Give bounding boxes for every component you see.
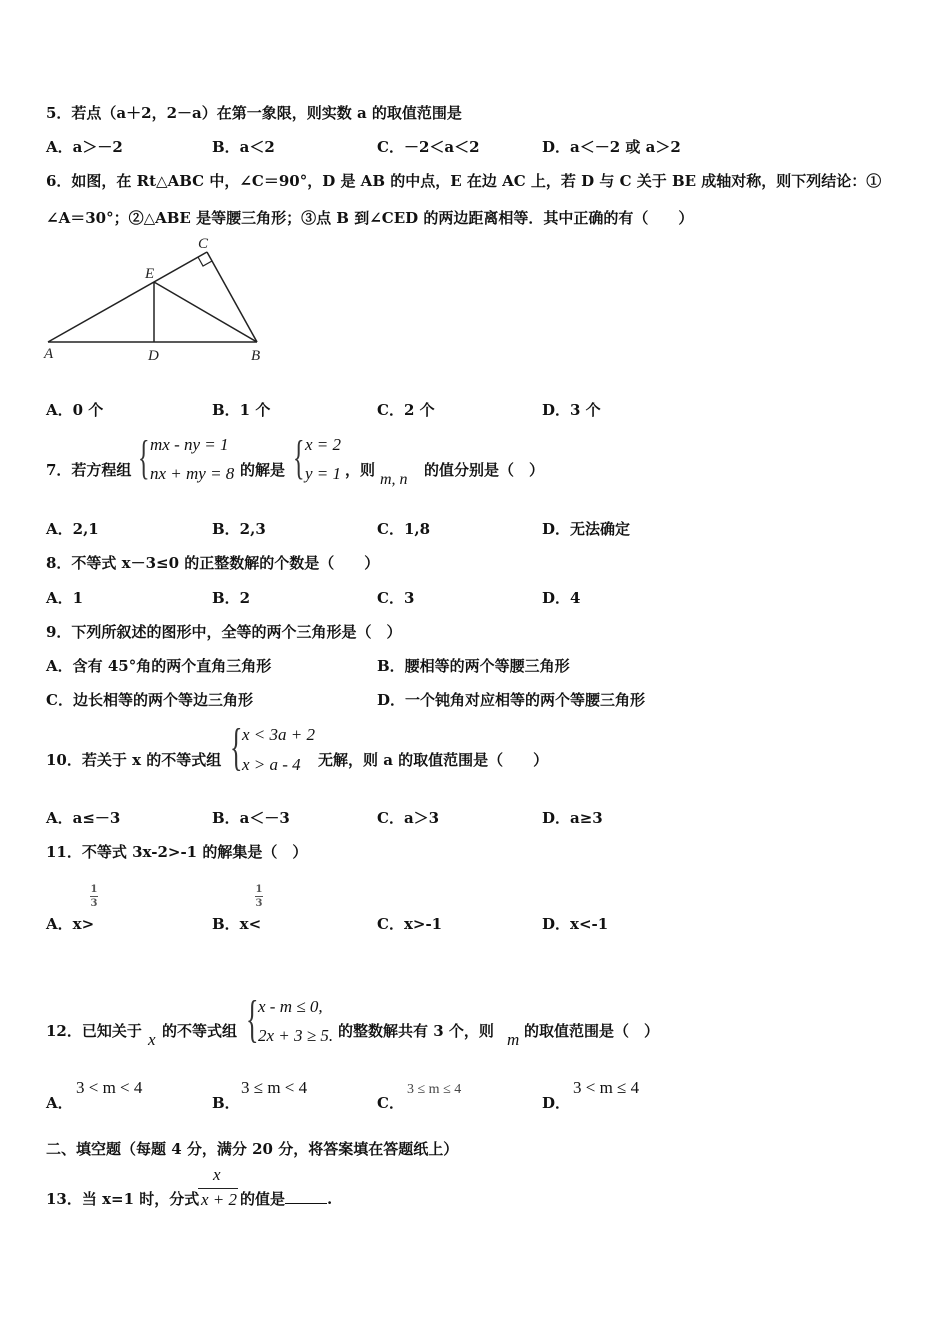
q7-prefix: 7．若方程组 (46, 461, 132, 479)
q8-stem: 8．不等式 x－3≤0 的正整数解的个数是（ ） (46, 554, 380, 572)
label-d: D (148, 348, 159, 364)
q5-stem: 5．若点（a＋2，2－a）在第一象限，则实数 a 的取值范围是 (46, 104, 462, 122)
q12-suffix: 的取值范围是（ ） (524, 1022, 660, 1040)
section-2-heading: 二、填空题（每题 4 分，满分 20 分，将答案填在答题纸上） (46, 1140, 459, 1158)
q7-brace-1: { (138, 431, 150, 484)
q13-suffix: 的值是 (240, 1190, 286, 1208)
q10-system-eq1: x < 3a + 2 (242, 725, 315, 744)
segment-cb (207, 252, 257, 342)
q12-option-a-math: 3 < m < 4 (76, 1078, 143, 1097)
q11-option-b-frac-num: 1 (255, 884, 263, 895)
q11-option-b: B．x< (212, 915, 262, 933)
q5-option-b: B．a＜2 (212, 138, 275, 156)
q5-option-a: A．a＞－2 (46, 138, 123, 156)
q12-system-eq2: 2x + 3 ≥ 5. (258, 1026, 334, 1045)
q11-option-c: C．x>-1 (377, 915, 443, 933)
q12-option-d-math: 3 < m ≤ 4 (573, 1078, 640, 1097)
q12-option-c-letter: C． (377, 1094, 404, 1112)
q11-option-d: D．x<-1 (542, 915, 609, 933)
q13-prefix: 13．当 x=1 时，分式 (46, 1190, 200, 1208)
q9-stem: 9．下列所叙述的图形中，全等的两个三角形是（ ） (46, 623, 402, 641)
q11-option-a-frac-den: 3 (90, 898, 98, 909)
q6-option-c: C．2 个 (377, 401, 435, 419)
q9-option-d: D．一个钝角对应相等的两个等腰三角形 (377, 691, 646, 709)
q10-option-c: C．a＞3 (377, 809, 440, 827)
q11-stem: 11．不等式 3x-2>-1 的解集是（ ） (46, 843, 308, 861)
q7-system1-eq2: nx + my = 8 (150, 464, 235, 483)
q10-option-d: D．a≥3 (542, 809, 603, 827)
q8-option-d: D．4 (542, 589, 581, 607)
q7-middle: 的解是 (240, 461, 286, 479)
q11-option-a-frac-bar (90, 896, 98, 897)
q11-option-b-frac-den: 3 (255, 898, 263, 909)
q7-system1-eq1: mx - ny = 1 (150, 435, 229, 454)
q7-option-c: C．1,8 (377, 520, 431, 538)
q8-option-b: B．2 (212, 589, 251, 607)
q12-prefix: 12．已知关于 (46, 1022, 142, 1040)
label-b: B (251, 348, 261, 364)
segment-ac (48, 252, 207, 342)
q13-answer-blank[interactable] (285, 1189, 327, 1204)
q10-system-eq2: x > a - 4 (242, 755, 301, 774)
label-e: E (145, 266, 155, 282)
q7-system2-eq1: x = 2 (305, 435, 342, 454)
q12-option-a-letter: A． (46, 1094, 73, 1112)
q6-option-a: A．0 个 (46, 401, 104, 419)
q8-option-c: C．3 (377, 589, 415, 607)
q13-suffix-line (240, 1189, 332, 1209)
q12-option-d-letter: D． (542, 1094, 571, 1112)
q13-frac-num: x (213, 1165, 221, 1184)
q7-option-b: B．2,3 (212, 520, 266, 538)
q13-period: . (327, 1190, 333, 1208)
q10-option-b: B．a＜－3 (212, 809, 290, 827)
q10-suffix: 无解，则 a 的取值范围是（ ） (318, 751, 549, 769)
q13-frac-den: x + 2 (201, 1190, 238, 1209)
q10-prefix: 10．若关于 x 的不等式组 (46, 751, 222, 769)
q7-brace-2: { (293, 431, 305, 484)
segment-eb (154, 282, 257, 342)
q6-triangle-figure (40, 232, 275, 367)
q12-var-x: x (148, 1030, 156, 1049)
q7-option-d: D．无法确定 (542, 520, 631, 538)
q8-option-a: A．1 (46, 589, 84, 607)
q12-option-b-letter: B． (212, 1094, 240, 1112)
q11-option-b-frac-bar (255, 896, 263, 897)
q6-stem-line1: 6．如图，在 Rt△ABC 中，∠C＝90°，D 是 AB 的中点，E 在边 AC 上，若 D 与 C 关于 BE 成轴对称，则下列结论：① (46, 172, 882, 190)
q12-option-c-math: 3 ≤ m ≤ 4 (407, 1082, 462, 1097)
q12-system-eq1: x - m ≤ 0, (258, 997, 323, 1016)
q7-system2-eq2: y = 1 (305, 464, 342, 483)
q5-option-d: D．a＜－2 或 a＞2 (542, 138, 681, 156)
q13-frac-bar (198, 1188, 238, 1189)
q7-vars: m, n (380, 471, 408, 488)
q10-option-a: A．a≤－3 (46, 809, 121, 827)
q11-option-a: A．x> (46, 915, 95, 933)
q7-then: ，则 (345, 461, 376, 479)
q9-option-b: B．腰相等的两个等腰三角形 (377, 657, 570, 675)
q6-option-d: D．3 个 (542, 401, 601, 419)
q9-option-c: C．边长相等的两个等边三角形 (46, 691, 253, 709)
q12-middle: 的不等式组 (162, 1022, 238, 1040)
q6-stem-line2: ∠A＝30°；②△ABE 是等腰三角形；③点 B 到∠CED 的两边距离相等．其中正确的有（ ） (46, 209, 694, 227)
q12-option-b-math: 3 ≤ m < 4 (241, 1078, 308, 1097)
q11-option-a-frac-num: 1 (90, 884, 98, 895)
q7-option-a: A．2,1 (46, 520, 99, 538)
q7-suffix: 的值分别是（ ） (424, 461, 545, 479)
label-a: A (44, 346, 54, 362)
q12-brace: { (246, 991, 259, 1048)
label-c: C (198, 236, 209, 252)
q9-option-a: A．含有 45°角的两个直角三角形 (46, 657, 272, 675)
q6-option-b: B．1 个 (212, 401, 271, 419)
q5-option-c: C．－2＜a＜2 (377, 138, 480, 156)
q12-var-m: m (507, 1030, 520, 1049)
q12-after: 的整数解共有 3 个，则 (338, 1022, 494, 1040)
q10-brace: { (230, 719, 243, 776)
